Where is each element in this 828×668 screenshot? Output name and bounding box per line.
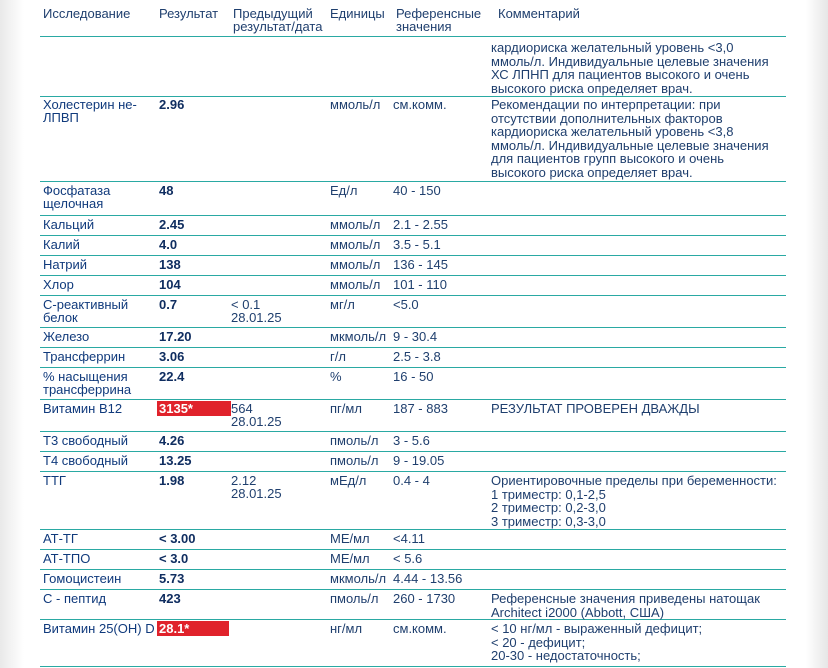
- test-name: Кальций: [43, 217, 95, 232]
- units: ммоль/л: [330, 237, 381, 252]
- units: МЕ/мл: [330, 531, 370, 546]
- header-test: Исследование: [43, 6, 131, 21]
- row-separator: [40, 235, 786, 236]
- row-separator: [40, 619, 786, 620]
- units: нг/мл: [330, 621, 363, 636]
- header-reference: Референсные значения: [396, 6, 482, 34]
- reference-range: 260 - 1730: [393, 591, 456, 606]
- header-previous: Предыдущий результат/дата: [233, 6, 323, 34]
- reference-range: 2.1 - 2.55: [393, 217, 448, 232]
- test-name: % насыщения трансферрина: [43, 369, 132, 397]
- row-separator: [40, 347, 786, 348]
- units: г/л: [330, 349, 346, 364]
- reference-range: см.комм.: [393, 97, 447, 112]
- test-name: Железо: [43, 329, 90, 344]
- result-value: 22.4: [159, 369, 185, 384]
- units: пг/мл: [330, 401, 362, 416]
- row-separator: [40, 431, 786, 432]
- reference-range: 16 - 50: [393, 369, 434, 384]
- units: мкмоль/л: [330, 571, 387, 586]
- units: Ед/л: [330, 183, 358, 198]
- previous-result: 2.12 28.01.25: [231, 473, 282, 501]
- test-name: С-реактивный белок: [43, 297, 129, 325]
- test-name: Витамин 25(OH) D: [43, 621, 155, 636]
- units: ммоль/л: [330, 257, 381, 272]
- units: ммоль/л: [330, 217, 381, 232]
- previous-result: 564 28.01.25: [231, 401, 282, 429]
- test-name: АТ-ТГ: [43, 531, 78, 546]
- units: пмоль/л: [330, 433, 379, 448]
- row-separator: [40, 451, 786, 452]
- row-separator: [40, 399, 786, 400]
- test-name: Т3 свободный: [43, 433, 129, 448]
- comment: РЕЗУЛЬТАТ ПРОВЕРЕН ДВАЖДЫ: [491, 401, 700, 416]
- result-value: 0.7: [159, 297, 178, 312]
- units: мг/л: [330, 297, 355, 312]
- reference-range: 136 - 145: [393, 257, 448, 272]
- row-separator: [40, 569, 786, 570]
- result-value: 2.45: [159, 217, 185, 232]
- flagged-result: 28.1*: [157, 621, 229, 636]
- header-separator: [40, 36, 786, 37]
- reference-range: <4.11: [393, 531, 425, 546]
- result-value: 4.26: [159, 433, 185, 448]
- result-value: 4.0: [159, 237, 178, 252]
- reference-range: 0.4 - 4: [393, 473, 430, 488]
- continued-comment: кардиориска желательный уровень <3,0 ммоль/л. Индивидуальные целевые значения ХС ЛПНП для пациентов высокого и очень высокого риска определяет врач.: [491, 40, 769, 96]
- test-name: АТ-ТПО: [43, 551, 91, 566]
- comment: Рекомендации по интерпретации: при отсутствии дополнительных факторов кардиориска желательный уровень <3,8 ммоль/л. Индивидуальные целевые значения для пациентов групп высокого и очень высокого риска определяет врач.: [491, 97, 769, 180]
- comment: Ориентировочные пределы при беременности: 1 триместр: 0,1-2,5 2 триместр: 0,2-3,0 3 триместр: 0,3-3,0: [491, 473, 777, 529]
- reference-range: 3.5 - 5.1: [393, 237, 441, 252]
- test-name: Фосфатаза щелочная: [43, 183, 111, 211]
- reference-range: 9 - 19.05: [393, 453, 445, 468]
- units: %: [330, 369, 342, 384]
- previous-result: < 0.1 28.01.25: [231, 297, 282, 325]
- result-value: 1.98: [159, 473, 185, 488]
- reference-range: < 5.6: [393, 551, 423, 566]
- row-separator: [40, 255, 786, 256]
- units: мкмоль/л: [330, 329, 387, 344]
- row-separator: [40, 215, 786, 216]
- test-name: ТТГ: [43, 473, 66, 488]
- row-separator: [40, 327, 786, 328]
- row-separator: [40, 367, 786, 368]
- result-value: 48: [159, 183, 174, 198]
- reference-range: 101 - 110: [393, 277, 447, 292]
- test-name: Холестерин не- ЛПВП: [43, 97, 137, 125]
- result-value: 423: [159, 591, 181, 606]
- reference-range: 9 - 30.4: [393, 329, 438, 344]
- reference-range: <5.0: [393, 297, 419, 312]
- result-value: < 3.0: [159, 551, 189, 566]
- test-name: Трансферрин: [43, 349, 126, 364]
- units: пмоль/л: [330, 453, 379, 468]
- header-units: Единицы: [330, 6, 385, 21]
- result-value: 13.25: [159, 453, 192, 468]
- row-separator: [40, 589, 786, 590]
- units: пмоль/л: [330, 591, 379, 606]
- row-separator: [40, 181, 786, 182]
- units: ммоль/л: [330, 277, 381, 292]
- reference-range: см.комм.: [393, 621, 447, 636]
- result-value: < 3.00: [159, 531, 196, 546]
- row-separator: [40, 529, 786, 530]
- result-value: 3.06: [159, 349, 185, 364]
- test-name: Натрий: [43, 257, 88, 272]
- units: мЕд/л: [330, 473, 367, 488]
- row-separator: [40, 549, 786, 550]
- flagged-result: 3135*: [157, 401, 231, 416]
- test-name: Хлор: [43, 277, 74, 292]
- row-separator: [40, 666, 786, 667]
- comment: < 10 нг/мл - выраженный дефицит; < 20 - дефицит; 20-30 - недостаточность;: [491, 621, 703, 663]
- test-name: Калий: [43, 237, 80, 252]
- result-value: 17.20: [159, 329, 192, 344]
- result-value: 5.73: [159, 571, 185, 586]
- comment: Референсные значения приведены натощак Architect i2000 (Abbott, США): [491, 591, 760, 620]
- reference-range: 40 - 150: [393, 183, 441, 198]
- result-value: 138: [159, 257, 181, 272]
- test-name: Т4 свободный: [43, 453, 129, 468]
- header-result: Результат: [159, 6, 219, 21]
- test-name: С - пептид: [43, 591, 107, 606]
- row-separator: [40, 295, 786, 296]
- header-comment: Комментарий: [498, 6, 580, 21]
- row-separator: [40, 275, 786, 276]
- result-value: 104: [159, 277, 181, 292]
- units: ммоль/л: [330, 97, 381, 112]
- reference-range: 3 - 5.6: [393, 433, 430, 448]
- result-value: 2.96: [159, 97, 185, 112]
- row-separator: [40, 471, 786, 472]
- reference-range: 187 - 883: [393, 401, 448, 416]
- reference-range: 2.5 - 3.8: [393, 349, 441, 364]
- test-name: Витамин В12: [43, 401, 123, 416]
- units: МЕ/мл: [330, 551, 370, 566]
- test-name: Гомоцистеин: [43, 571, 122, 586]
- reference-range: 4.44 - 13.56: [393, 571, 463, 586]
